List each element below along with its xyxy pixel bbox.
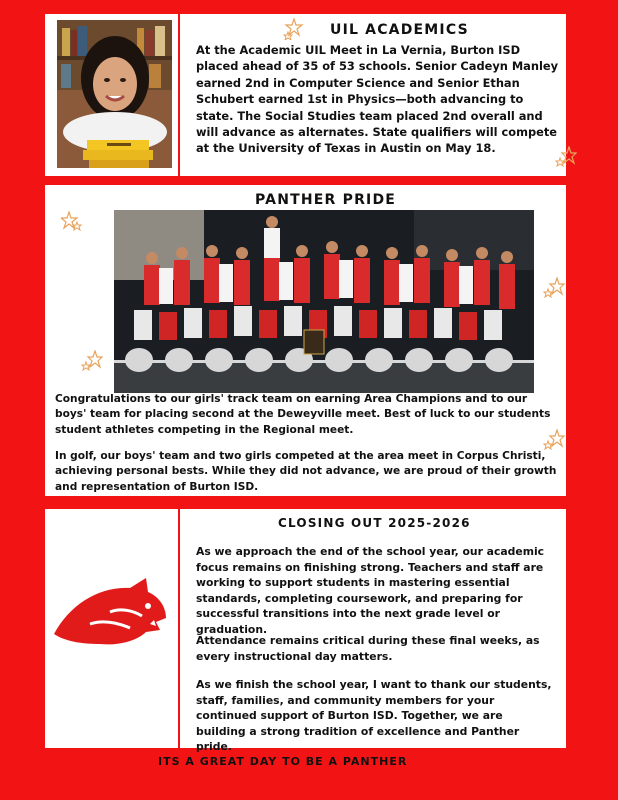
closing-panel [45, 509, 566, 754]
uil-title: UIL ACADEMICS [330, 22, 469, 38]
footer-slogan: ITS A GREAT DAY TO BE A PANTHER [158, 755, 408, 768]
closing-academics-text: As we approach the end of the school year, our academic focus remains on finishing strong. Teachers and staff are working to support students in mastering essential standards, completing coursework, and preparing for successful transitions into the next grade level or graduation. [196, 545, 545, 636]
stars-icon [543, 429, 565, 451]
track-team-photo [114, 210, 534, 393]
panel-divider [178, 14, 180, 176]
panther-pride-panel [45, 185, 566, 496]
stars-icon [81, 350, 103, 372]
closing-title: CLOSING OUT 2025-2026 [278, 516, 471, 530]
closing-thanks-text: As we finish the school year, I want to thank our students, staff, families, and community members for your continued support of Burton ISD. Together, we are building a strong tradition of excellence and Panther pride. [196, 678, 552, 754]
pride-track-text: Congratulations to our girls' track team on earning Area Champions and to our boys' team for placing second at the Deweyville meet. Best of luck to our students student athletes competing in the Regional meet. [55, 393, 551, 436]
uil-body: At the Academic UIL Meet in La Vernia, Burton ISD placed ahead of 35 of 53 schools. Senior Cadeyn Manley earned 2nd in Computer Science and Senior Ethan Schubert earned 1st in Physics—both advancing to state. The Social Studies team placed 2nd overall and will advance as alternates. State qualifiers will compete at the University of Texas in Austin on May 18. [196, 43, 559, 156]
pride-golf-text: In golf, our boys' team and two girls competed at the area meet in Corpus Christi, achieving personal bests. While they did not advance, we are proud of their growth and representation of Burton ISD. [55, 450, 557, 493]
pride-title: PANTHER PRIDE [255, 192, 397, 208]
uil-academics-panel [45, 14, 566, 176]
stars-icon [61, 211, 83, 233]
student-photo [57, 20, 172, 168]
closing-attendance-text: Attendance remains critical during these final weeks, as every instructional day matters. [196, 634, 540, 663]
stars-icon [543, 277, 565, 299]
panther-logo-icon [50, 574, 170, 659]
stars-icon [555, 146, 577, 168]
stars-icon [283, 18, 305, 40]
panel-divider [178, 509, 180, 748]
